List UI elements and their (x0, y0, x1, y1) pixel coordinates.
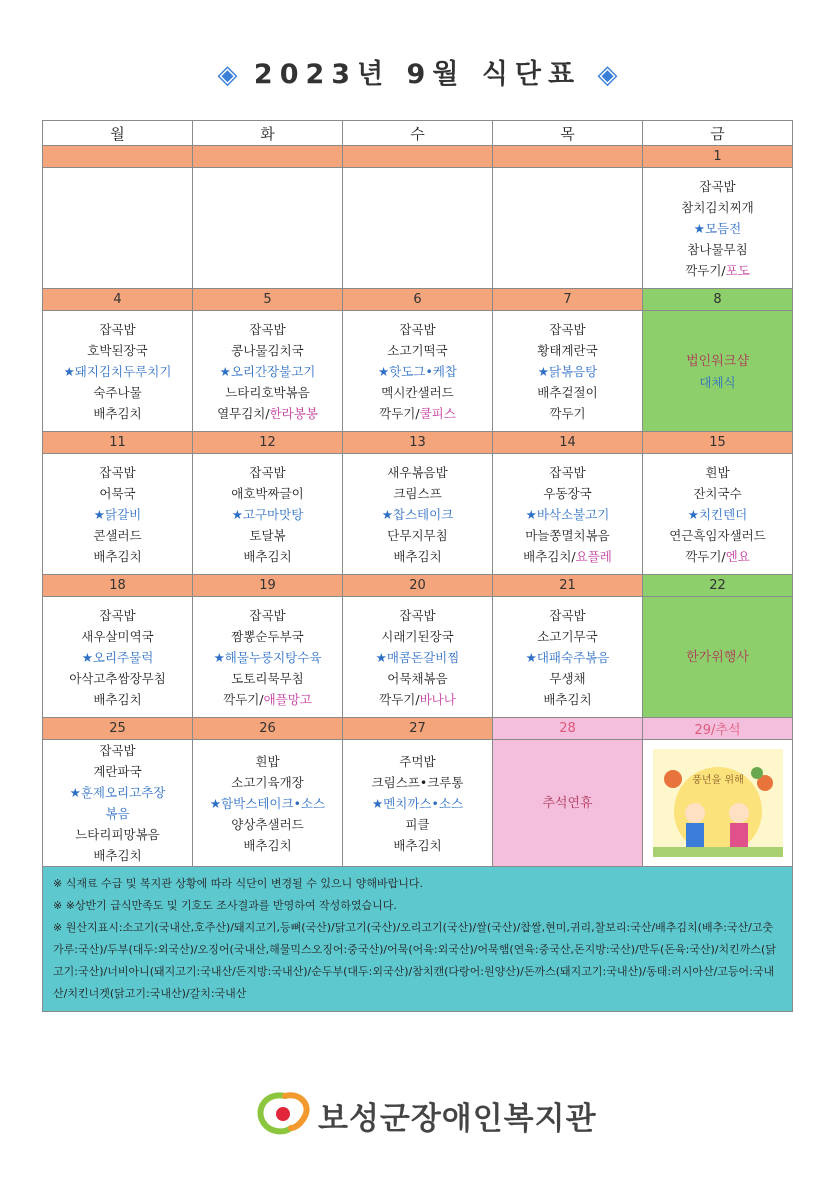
diamond-icon: ◈ (597, 60, 618, 90)
menu-item (193, 605, 342, 626)
menu-item-text: 참치김치찌개 (681, 199, 754, 215)
menu-item-text: 숙주나물 (93, 384, 142, 400)
menu-item-text: ★바삭소불고기 (525, 506, 610, 522)
menu-item-text: ★오리주물럭 (81, 649, 154, 665)
menu-item (493, 668, 642, 689)
dessert-item: 애플망고 (263, 691, 312, 707)
date-cell: 1 (643, 146, 793, 168)
menu-item-text: ★닭갈비 (93, 506, 142, 522)
menu-item (43, 626, 192, 647)
date-cell: 18 (43, 575, 193, 597)
menu-cell (493, 454, 643, 575)
menu-cell (43, 597, 193, 718)
menu-item (43, 845, 192, 866)
menu-cell (493, 597, 643, 718)
menu-item-text: 배추김치 (243, 837, 292, 853)
menu-item (43, 361, 192, 382)
menu-item-text: 잡곡밥 (99, 464, 136, 480)
menu-item-text: 잡곡밥 (99, 743, 136, 758)
menu-item (343, 504, 492, 525)
menu-item-text: 참나물무침 (687, 241, 748, 257)
menu-item (43, 740, 192, 761)
menu-cell (193, 311, 343, 432)
menu-item (343, 605, 492, 626)
menu-item-text: 잡곡밥 (99, 321, 136, 337)
date-cell: 7 (493, 289, 643, 311)
menu-item-text: 배추김치 (543, 691, 592, 707)
menu-item (343, 668, 492, 689)
menu-item (343, 793, 492, 814)
menu-item-text: 짬뽕순두부국 (231, 628, 304, 644)
menu-item (193, 647, 342, 668)
menu-item-text: 볶음 (105, 806, 130, 821)
menu-item-text: ★훈제오리고추장 (69, 785, 166, 800)
menu-item-text: 배추김치 (93, 548, 142, 564)
menu-item (43, 689, 192, 710)
menu-item-text: 잡곡밥 (549, 607, 586, 623)
menu-cell (643, 454, 793, 575)
date-cell: 12 (193, 432, 343, 454)
menu-item (643, 260, 792, 281)
menu-cell (643, 168, 793, 289)
menu-item (193, 382, 342, 403)
day-header-tue: 화 (193, 121, 343, 146)
menu-item-text: 배추김치 (93, 405, 142, 421)
note-line: ※ 식재료 수급 및 복지관 상황에 따라 식단이 변경될 수 있으니 양해바랍니다. (53, 877, 423, 890)
menu-item-text: 느타리호박볶음 (225, 384, 310, 400)
date-cell: 26 (193, 718, 343, 740)
menu-item-text: 무생채 (549, 670, 586, 686)
menu-item-text: 단무지무침 (387, 527, 448, 543)
menu-item (493, 382, 642, 403)
menu-item-text: 잡곡밥 (549, 321, 586, 337)
menu-item (343, 647, 492, 668)
menu-item-text: 잡곡밥 (399, 321, 436, 337)
menu-item-text: ★매콤돈갈비찜 (375, 649, 460, 665)
date-cell: 19 (193, 575, 343, 597)
menu-table-body (43, 146, 793, 867)
menu-cell (493, 740, 643, 867)
menu-item-text: 계란파국 (93, 764, 142, 779)
date-cell: 20 (343, 575, 493, 597)
menu-item (643, 462, 792, 483)
menu-item-text: 잡곡밥 (249, 607, 286, 623)
date-cell: 21 (493, 575, 643, 597)
menu-item (43, 782, 192, 803)
menu-item (193, 525, 342, 546)
menu-cell (343, 454, 493, 575)
menu-item (643, 546, 792, 567)
menu-item-text: 배추김치/ (523, 548, 576, 564)
menu-item-text: 멕시칸샐러드 (381, 384, 454, 400)
menu-item-text: 마늘쫑멸치볶음 (525, 527, 610, 543)
menu-item (643, 483, 792, 504)
menu-item-text: 잡곡밥 (549, 464, 586, 480)
menu-item-text: 새우살미역국 (81, 628, 154, 644)
date-cell (493, 146, 643, 168)
menu-item (343, 483, 492, 504)
menu-item-text: 배추겉절이 (537, 384, 598, 400)
menu-item-text: 어묵국 (99, 485, 136, 501)
menu-item-text: 추석연휴 (542, 796, 593, 811)
menu-row (43, 454, 793, 575)
date-cell: 25 (43, 718, 193, 740)
menu-item-text: 배추김치 (393, 837, 442, 853)
menu-item (493, 626, 642, 647)
menu-item-text: ★치킨텐더 (687, 506, 748, 522)
menu-cell (43, 740, 193, 867)
menu-cell (493, 311, 643, 432)
menu-item-text: 잡곡밥 (399, 607, 436, 623)
menu-item (343, 525, 492, 546)
date-cell: 14 (493, 432, 643, 454)
date-cell: 5 (193, 289, 343, 311)
menu-cell (343, 740, 493, 867)
menu-item (43, 605, 192, 626)
menu-item-text: 열무김치/ (217, 405, 270, 421)
menu-item (493, 504, 642, 525)
dessert-item: 엔요 (725, 548, 750, 564)
chuseok-illustration-icon (653, 749, 783, 857)
menu-row (43, 597, 793, 718)
menu-item (493, 647, 642, 668)
menu-item (193, 361, 342, 382)
menu-item (193, 462, 342, 483)
dessert-item: 바나나 (419, 691, 456, 707)
dessert-item: 쿨피스 (419, 405, 456, 421)
menu-item-text: ★고구마맛탕 (231, 506, 304, 522)
org-name: 보성군장애인복지관 (318, 1101, 597, 1137)
menu-item-text: 한가위행사 (686, 650, 749, 665)
menu-item-text: 잡곡밥 (249, 321, 286, 337)
date-cell: 4 (43, 289, 193, 311)
menu-item (493, 403, 642, 424)
menu-item-text: 새우볶음밥 (387, 464, 448, 480)
note-line: ※ 원산지표시:소고기(국내산,호주산)/돼지고기,등뼈(국산)/닭고기(국산)/오리고기(국산)/쌀(국산)/찹쌀,현미,귀리,찰보리:국산/배추김치(배추:국산/고춧가루:국산)/두부(대두:외국산)/오징어(국내산,해물믹스오징어:중국산)/어묵(어육:외국산)/어묵햄(연육:중국산,돈지방:국산)/만두(돈육:국산)/치킨까스(닭고기:국산)/너비아니(돼지고기:국내산/돈지방:국내산)/순두부(대두:외국산)/참치캔(다랑어:원양산)/돈까스(돼지고기:국내산)/동태:러시아산/고등어:국내산/치킨너겟(닭고기:국내산)/갈치:국내산 (53, 921, 776, 1000)
date-cell (193, 146, 343, 168)
menu-item (43, 761, 192, 782)
menu-item-text: ★해물누룽지탕수육 (213, 649, 322, 665)
menu-item-text: 시래기된장국 (381, 628, 454, 644)
menu-item (643, 372, 792, 393)
menu-item-text: 우동장국 (543, 485, 592, 501)
page-title (0, 52, 835, 91)
menu-table (42, 120, 793, 1012)
menu-item (193, 340, 342, 361)
menu-item (343, 462, 492, 483)
menu-item (193, 793, 342, 814)
menu-cell (643, 311, 793, 432)
menu-item-text: 콩나물김치국 (231, 342, 304, 358)
menu-item (343, 382, 492, 403)
day-header-mon: 월 (43, 121, 193, 146)
menu-item-text: ★닭볶음탕 (537, 363, 598, 379)
menu-item (193, 772, 342, 793)
menu-item (193, 689, 342, 710)
menu-item (43, 382, 192, 403)
menu-item-text: 크림스프•크루통 (371, 774, 464, 790)
menu-item-text: 배추김치 (243, 548, 292, 564)
menu-item (193, 751, 342, 772)
menu-item (343, 626, 492, 647)
date-cell: 29/추석 (643, 718, 793, 740)
menu-item-text: ★찹스테이크 (381, 506, 454, 522)
day-header-thu: 목 (493, 121, 643, 146)
menu-item-text: 피클 (405, 816, 430, 832)
menu-cell (343, 597, 493, 718)
menu-cell (643, 740, 793, 867)
menu-cell (43, 168, 193, 289)
notes-box (43, 867, 793, 1012)
menu-item-text: 법인워크샵 (686, 353, 749, 369)
date-cell: 11 (43, 432, 193, 454)
day-header-fri: 금 (643, 121, 793, 146)
menu-item (43, 319, 192, 340)
menu-item-text: 흰밥 (705, 464, 730, 480)
menu-item (43, 546, 192, 567)
menu-item (193, 403, 342, 424)
menu-cell (643, 597, 793, 718)
menu-item (343, 546, 492, 567)
menu-item (643, 646, 792, 668)
menu-item-text: 콘샐러드 (93, 527, 142, 543)
menu-item (643, 218, 792, 239)
menu-item (493, 483, 642, 504)
menu-item-text: 어묵채볶음 (387, 670, 448, 686)
menu-item (493, 605, 642, 626)
date-cell (343, 146, 493, 168)
menu-item-text: 잡곡밥 (99, 607, 136, 623)
menu-item-text: 소고기무국 (537, 628, 598, 644)
menu-item (343, 319, 492, 340)
menu-cell (193, 597, 343, 718)
menu-item (343, 835, 492, 856)
menu-item-text: 배추김치 (393, 548, 442, 564)
note-line: ※ ※상반기 급식만족도 및 기호도 조사결과를 반영하여 작성하였습니다. (53, 899, 397, 912)
menu-item-text: 깍두기/ (379, 405, 420, 421)
date-cell: 8 (643, 289, 793, 311)
date-row (43, 289, 793, 311)
menu-cell (343, 311, 493, 432)
menu-row (43, 168, 793, 289)
menu-item (493, 792, 642, 814)
menu-item (343, 361, 492, 382)
menu-item (193, 319, 342, 340)
menu-item-text: 연근흑임자샐러드 (669, 527, 766, 543)
menu-item-text: 잡곡밥 (249, 464, 286, 480)
menu-item-text: ★돼지김치두루치기 (63, 363, 172, 379)
menu-item (43, 824, 192, 845)
date-cell (43, 146, 193, 168)
menu-item (43, 462, 192, 483)
menu-item-text: 황태계란국 (537, 342, 598, 358)
menu-item (43, 403, 192, 424)
menu-item-text: 깍두기/ (223, 691, 264, 707)
menu-item-text: 애호박짜글이 (231, 485, 304, 501)
date-cell: 27 (343, 718, 493, 740)
menu-item (193, 546, 342, 567)
date-cell: 13 (343, 432, 493, 454)
menu-item (193, 504, 342, 525)
date-row (43, 575, 793, 597)
menu-item (343, 814, 492, 835)
menu-item (643, 350, 792, 372)
menu-item-text: 흰밥 (255, 753, 280, 769)
menu-cell (343, 168, 493, 289)
menu-item-text: ★대패숙주볶음 (525, 649, 610, 665)
menu-item (493, 319, 642, 340)
date-row (43, 718, 793, 740)
menu-row (43, 740, 793, 867)
date-cell: 6 (343, 289, 493, 311)
menu-item (43, 483, 192, 504)
menu-cell (43, 311, 193, 432)
menu-cell (193, 740, 343, 867)
menu-item-text: 배추김치 (93, 848, 142, 863)
menu-item-text: 배추김치 (93, 691, 142, 707)
menu-item (643, 504, 792, 525)
menu-item (643, 239, 792, 260)
menu-item (493, 361, 642, 382)
menu-item (643, 176, 792, 197)
menu-item-text: 주먹밥 (399, 753, 436, 769)
page-title-text: 2023년 9월 식단표 (253, 59, 582, 90)
menu-item (643, 197, 792, 218)
menu-item-text: 도토리묵무침 (231, 670, 304, 686)
menu-item (43, 647, 192, 668)
menu-item (343, 340, 492, 361)
date-row (43, 146, 793, 168)
date-row (43, 432, 793, 454)
menu-item (43, 340, 192, 361)
illustration-caption: 풍년을 위해 (691, 775, 744, 786)
menu-item-text: 깍두기/ (685, 548, 726, 564)
menu-item-text: 크림스프 (393, 485, 442, 501)
day-header-wed: 수 (343, 121, 493, 146)
menu-item-text: ★모듬전 (693, 220, 742, 236)
menu-row (43, 311, 793, 432)
menu-item-text: ★함박스테이크•소스 (209, 795, 326, 811)
menu-item-text: 호박된장국 (87, 342, 148, 358)
menu-item-text: ★오리간장불고기 (219, 363, 316, 379)
menu-item (43, 525, 192, 546)
menu-item-text: 잔치국수 (693, 485, 742, 501)
menu-item (193, 668, 342, 689)
menu-item (343, 689, 492, 710)
menu-item (643, 525, 792, 546)
menu-item (43, 504, 192, 525)
menu-item-text: ★멘치까스•소스 (371, 795, 464, 811)
dessert-item: 요플레 (575, 548, 612, 564)
menu-item-text: 깍두기 (549, 405, 586, 421)
menu-item (193, 483, 342, 504)
menu-cell (193, 168, 343, 289)
date-cell: 15 (643, 432, 793, 454)
menu-item-text: 양상추샐러드 (231, 816, 304, 832)
menu-item (493, 340, 642, 361)
menu-item (343, 772, 492, 793)
dessert-item: 포도 (725, 262, 750, 278)
menu-item (43, 668, 192, 689)
menu-cell (193, 454, 343, 575)
menu-item (343, 403, 492, 424)
diamond-icon: ◈ (217, 60, 238, 90)
menu-item (493, 525, 642, 546)
menu-item-text: 대체식 (699, 374, 736, 390)
menu-item-text: 소고기떡국 (387, 342, 448, 358)
menu-item (43, 803, 192, 824)
menu-item (193, 835, 342, 856)
menu-item-text: ★핫도그•케찹 (378, 363, 457, 379)
menu-item-text: 깍두기/ (685, 262, 726, 278)
menu-item-text: 느타리피망볶음 (75, 827, 160, 842)
menu-item-text: 아삭고추쌈장무침 (69, 670, 166, 686)
menu-item (343, 751, 492, 772)
menu-item-text: 소고기육개장 (231, 774, 304, 790)
menu-item (193, 626, 342, 647)
menu-item-text: 잡곡밥 (699, 178, 736, 194)
menu-item-text: 깍두기/ (379, 691, 420, 707)
menu-cell (493, 168, 643, 289)
menu-item (493, 462, 642, 483)
menu-item (493, 689, 642, 710)
menu-item-text: 토달볶 (249, 527, 286, 543)
menu-item (493, 546, 642, 567)
menu-item (193, 814, 342, 835)
menu-cell (43, 454, 193, 575)
dessert-item: 한라봉봉 (269, 405, 318, 421)
date-cell: 28 (493, 718, 643, 740)
date-cell: 22 (643, 575, 793, 597)
